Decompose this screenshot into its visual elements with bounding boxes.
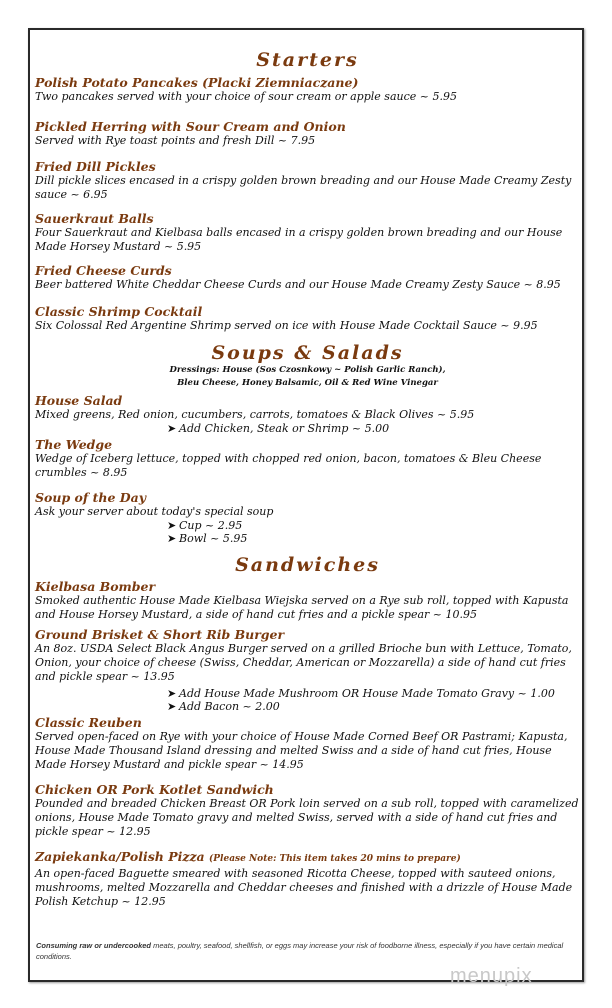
arrow-bullet-icon: ➤ bbox=[167, 422, 177, 435]
menu-item bbox=[35, 627, 580, 713]
section-title-sandwiches: Sandwiches bbox=[235, 554, 380, 576]
menu-content bbox=[35, 48, 580, 909]
menu-item bbox=[35, 159, 580, 202]
dressings-line-1: Dressings: House (Sos Czosnkowy ~ Polish Garlic Ranch), bbox=[169, 365, 446, 375]
item-name: Classic Shrimp Cocktail bbox=[35, 304, 203, 319]
item-name: Chicken OR Pork Kotlet Sandwich bbox=[35, 782, 274, 797]
menu-item bbox=[35, 437, 580, 480]
disclaimer-bold: Consuming raw or undercooked bbox=[36, 941, 152, 950]
addon-option: ➤ Add House Made Mushroom OR House Made Tomato Gravy ~ 1.00 bbox=[167, 687, 555, 700]
item-description: An open-faced Baguette smeared with seasoned Ricotta Cheese, topped with sauteed onions, mushrooms, melted Mozzarella and Cheddar cheeses and finished with a drizzle of House Made Polish Ketchup ~ 12.95 bbox=[35, 867, 573, 908]
item-description: Six Colossal Red Argentine Shrimp served on ice with House Made Cocktail Sauce ~ 9.95 bbox=[35, 319, 538, 332]
item-description: Smoked authentic House Made Kielbasa Wiejska served on a Rye sub roll, topped with Kapusta and House Horsey Mustard, a side of hand cut fries and a pickle spear ~ 10.95 bbox=[35, 594, 569, 621]
item-name: Kielbasa Bomber bbox=[35, 579, 156, 594]
menu-item bbox=[35, 119, 580, 148]
item-description: Pounded and breaded Chicken Breast OR Pork loin served on a sub roll, topped with caramelized onions, House Made Tomato gravy and melted Swiss, served with a side of hand cut fries and pickle spear ~ 12.95 bbox=[35, 797, 579, 838]
item-description: Wedge of Iceberg lettuce, topped with chopped red onion, bacon, tomatoes & Bleu Cheese crumbles ~ 8.95 bbox=[35, 452, 542, 479]
item-name: Sauerkraut Balls bbox=[35, 211, 154, 226]
item-name: Classic Reuben bbox=[35, 715, 142, 730]
menu-item bbox=[35, 211, 580, 254]
item-description: Beer battered White Cheddar Cheese Curds and our House Made Creamy Zesty Sauce ~ 8.95 bbox=[35, 278, 561, 291]
item-name: Pickled Herring with Sour Cream and Onion bbox=[35, 119, 346, 134]
item-name: Soup of the Day bbox=[35, 490, 146, 505]
disclaimer-text: meats, poultry, seafood, shellfish, or eggs may increase your risk of foodborne illness, especially if you have certain medical conditions. bbox=[36, 941, 564, 961]
addon-option: ➤ Bowl ~ 5.95 bbox=[167, 532, 248, 545]
section-title-starters: Starters bbox=[256, 49, 359, 71]
item-name: House Salad bbox=[35, 393, 123, 408]
addon-option: ➤ Add Chicken, Steak or Shrimp ~ 5.00 bbox=[167, 422, 390, 435]
item-name: Ground Brisket & Short Rib Burger bbox=[35, 627, 285, 642]
item-name: The Wedge bbox=[35, 437, 113, 452]
watermark-logo: menupix bbox=[450, 965, 533, 987]
food-safety-disclaimer bbox=[36, 940, 576, 962]
menu-item bbox=[35, 849, 580, 909]
item-description: Two pancakes served with your choice of sour cream or apple sauce ~ 5.95 bbox=[35, 90, 457, 103]
menu-item bbox=[35, 490, 580, 545]
menu-item bbox=[35, 715, 580, 772]
item-description: An 8oz. USDA Select Black Angus Burger served on a grilled Brioche bun with Lettuce, Tomato, Onion, your choice of cheese (Swiss, Cheddar, American or Mozzarella) a side of hand cut fries and pickle spear ~ 13.95 bbox=[35, 642, 572, 683]
addon-option: ➤ Add Bacon ~ 2.00 bbox=[167, 700, 280, 713]
item-name: Polish Potato Pancakes (Placki Ziemniaczane) bbox=[35, 75, 359, 90]
dressings-line-2: Bleu Cheese, Honey Balsamic, Oil & Red Wine Vinegar bbox=[177, 378, 438, 388]
prep-time-note: (Please Note: This item takes 20 mins to prepare) bbox=[209, 854, 461, 864]
menu-item bbox=[35, 75, 580, 104]
menu-item bbox=[35, 304, 580, 333]
item-description: Served open-faced on Rye with your choice of House Made Corned Beef OR Pastrami; Kapusta, House Made Thousand Island dressing and melted Swiss and a side of hand cut fries, House Made Horsey Mustard and pickle spear ~ 14.95 bbox=[35, 730, 568, 771]
item-description: Mixed greens, Red onion, cucumbers, carrots, tomatoes & Black Olives ~ 5.95 bbox=[35, 408, 475, 421]
menu-item bbox=[35, 579, 580, 622]
arrow-bullet-icon: ➤ bbox=[167, 700, 177, 713]
item-description: Four Sauerkraut and Kielbasa balls encased in a crispy golden brown breading and our House Made Horsey Mustard ~ 5.95 bbox=[35, 226, 563, 253]
item-name-text: Zapiekanka/Polish Pizza bbox=[35, 849, 205, 864]
menu-item bbox=[35, 393, 580, 435]
item-description: Served with Rye toast points and fresh Dill ~ 7.95 bbox=[35, 134, 316, 147]
item-name bbox=[35, 849, 580, 867]
arrow-bullet-icon: ➤ bbox=[167, 687, 177, 700]
arrow-bullet-icon: ➤ bbox=[167, 532, 177, 545]
addon-option: ➤ Cup ~ 2.95 bbox=[167, 519, 243, 532]
item-description: Dill pickle slices encased in a crispy golden brown breading and our House Made Creamy Zesty sauce ~ 6.95 bbox=[35, 174, 572, 201]
item-name: Fried Dill Pickles bbox=[35, 159, 156, 174]
arrow-bullet-icon: ➤ bbox=[167, 519, 177, 532]
item-name: Fried Cheese Curds bbox=[35, 263, 172, 278]
menu-item bbox=[35, 263, 580, 292]
section-title-soups-salads: Soups & Salads bbox=[211, 342, 404, 364]
item-description: Ask your server about today's special soup bbox=[35, 505, 274, 518]
menu-item bbox=[35, 782, 580, 839]
